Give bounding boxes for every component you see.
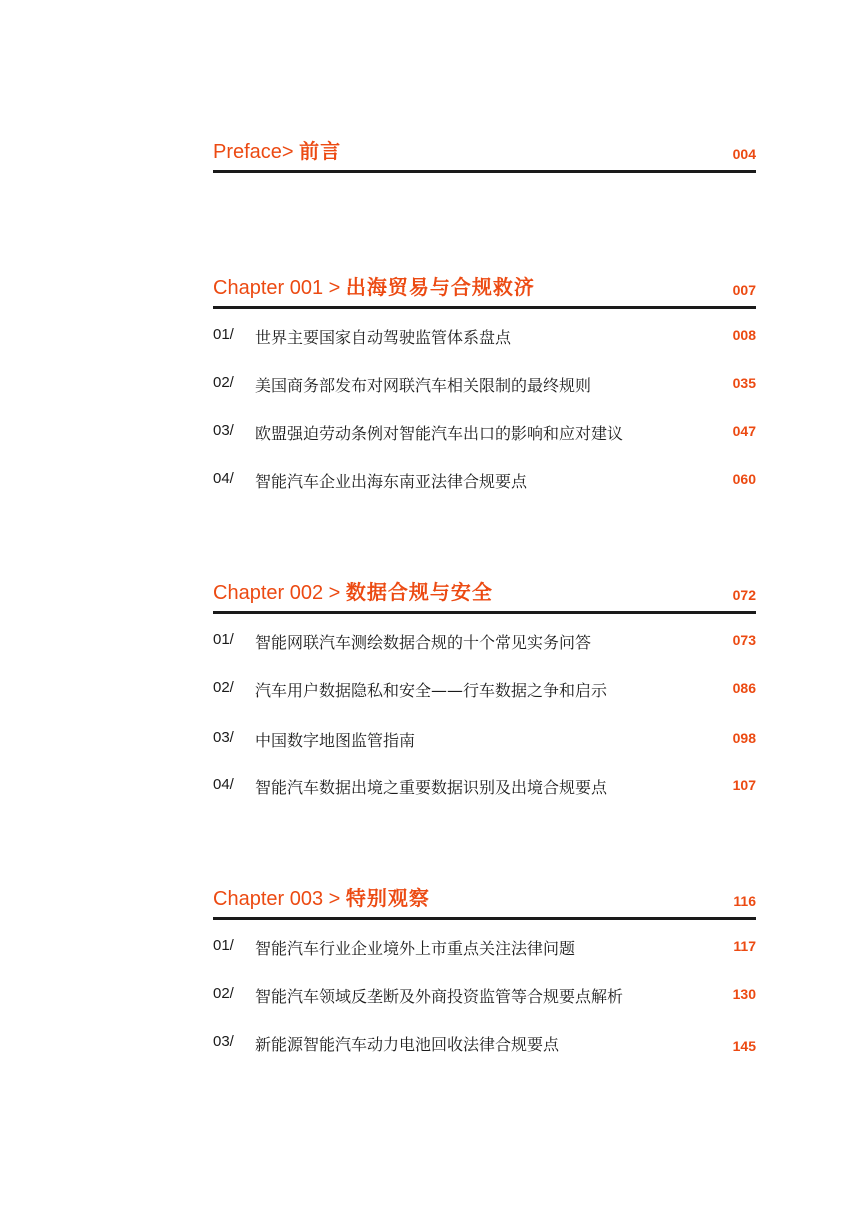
preface-title-cn: 前言 xyxy=(299,139,342,163)
toc-item[interactable] xyxy=(213,419,756,445)
item-title: 新能源智能汽车动力电池回收法律合规要点 xyxy=(255,1035,560,1054)
toc-item[interactable] xyxy=(213,934,756,960)
item-page: 073 xyxy=(732,632,756,648)
item-number: 01/ xyxy=(213,631,234,648)
item-number: 02/ xyxy=(213,985,234,1002)
item-title: 智能汽车行业企业境外上市重点关注法律问题 xyxy=(255,939,576,958)
chapter-prefix: Chapter 001 > xyxy=(213,277,346,299)
item-title: 智能汽车数据出境之重要数据识别及出境合规要点 xyxy=(255,778,608,797)
item-number: 02/ xyxy=(213,374,234,391)
item-title: 智能网联汽车测绘数据合规的十个常见实务问答 xyxy=(255,633,592,652)
item-title: 智能汽车企业出海东南亚法律合规要点 xyxy=(255,472,528,491)
item-page: 098 xyxy=(732,730,756,746)
chapter-title[interactable] xyxy=(213,576,493,605)
chapter-title[interactable] xyxy=(213,882,430,911)
item-page: 060 xyxy=(732,471,756,487)
preface-page: 004 xyxy=(732,146,756,162)
toc-item[interactable] xyxy=(213,726,756,752)
preface-heading xyxy=(213,130,756,173)
item-number: 03/ xyxy=(213,1033,234,1050)
item-number: 03/ xyxy=(213,729,234,746)
chapter-001-heading xyxy=(213,266,756,309)
item-title: 中国数字地图监管指南 xyxy=(255,731,416,750)
toc-item[interactable] xyxy=(213,1030,756,1056)
toc-item[interactable] xyxy=(213,628,756,654)
toc-item[interactable] xyxy=(213,323,756,349)
chapter-title-cn: 出海贸易与合规救济 xyxy=(345,275,535,299)
item-title: 世界主要国家自动驾驶监管体系盘点 xyxy=(255,328,512,347)
chapter-002-heading xyxy=(213,571,756,614)
chapter-prefix: Chapter 002 > xyxy=(213,582,346,604)
item-title: 欧盟强迫劳动条例对智能汽车出口的影响和应对建议 xyxy=(255,424,624,443)
item-page: 145 xyxy=(732,1038,756,1054)
item-page: 107 xyxy=(732,777,756,793)
item-page: 008 xyxy=(732,327,756,343)
toc-item[interactable] xyxy=(213,773,756,799)
toc-item[interactable] xyxy=(213,982,756,1008)
chapter-003-heading xyxy=(213,877,756,920)
toc-item[interactable] xyxy=(213,467,756,493)
item-number: 04/ xyxy=(213,470,234,487)
chapter-title-cn: 特别观察 xyxy=(345,886,430,910)
item-number: 03/ xyxy=(213,422,234,439)
item-title: 智能汽车领域反垄断及外商投资监管等合规要点解析 xyxy=(255,987,624,1006)
item-title: 汽车用户数据隐私和安全——行车数据之争和启示 xyxy=(255,681,608,700)
preface-title[interactable] xyxy=(213,135,341,164)
preface-prefix: Preface> xyxy=(213,141,300,163)
item-number: 02/ xyxy=(213,679,234,696)
item-page: 086 xyxy=(732,680,756,696)
chapter-page: 007 xyxy=(732,282,756,298)
item-page: 117 xyxy=(733,938,756,954)
chapter-title-cn: 数据合规与安全 xyxy=(345,580,493,604)
chapter-page: 072 xyxy=(732,587,756,603)
item-title: 美国商务部发布对网联汽车相关限制的最终规则 xyxy=(255,376,592,395)
chapter-page: 116 xyxy=(733,893,756,909)
item-number: 04/ xyxy=(213,776,234,793)
item-page: 130 xyxy=(732,986,756,1002)
item-number: 01/ xyxy=(213,937,234,954)
toc-item[interactable] xyxy=(213,371,756,397)
item-page: 047 xyxy=(732,423,756,439)
chapter-prefix: Chapter 003 > xyxy=(213,888,346,910)
chapter-title[interactable] xyxy=(213,271,535,300)
item-page: 035 xyxy=(732,375,756,391)
toc-item[interactable] xyxy=(213,676,756,702)
item-number: 01/ xyxy=(213,326,234,343)
